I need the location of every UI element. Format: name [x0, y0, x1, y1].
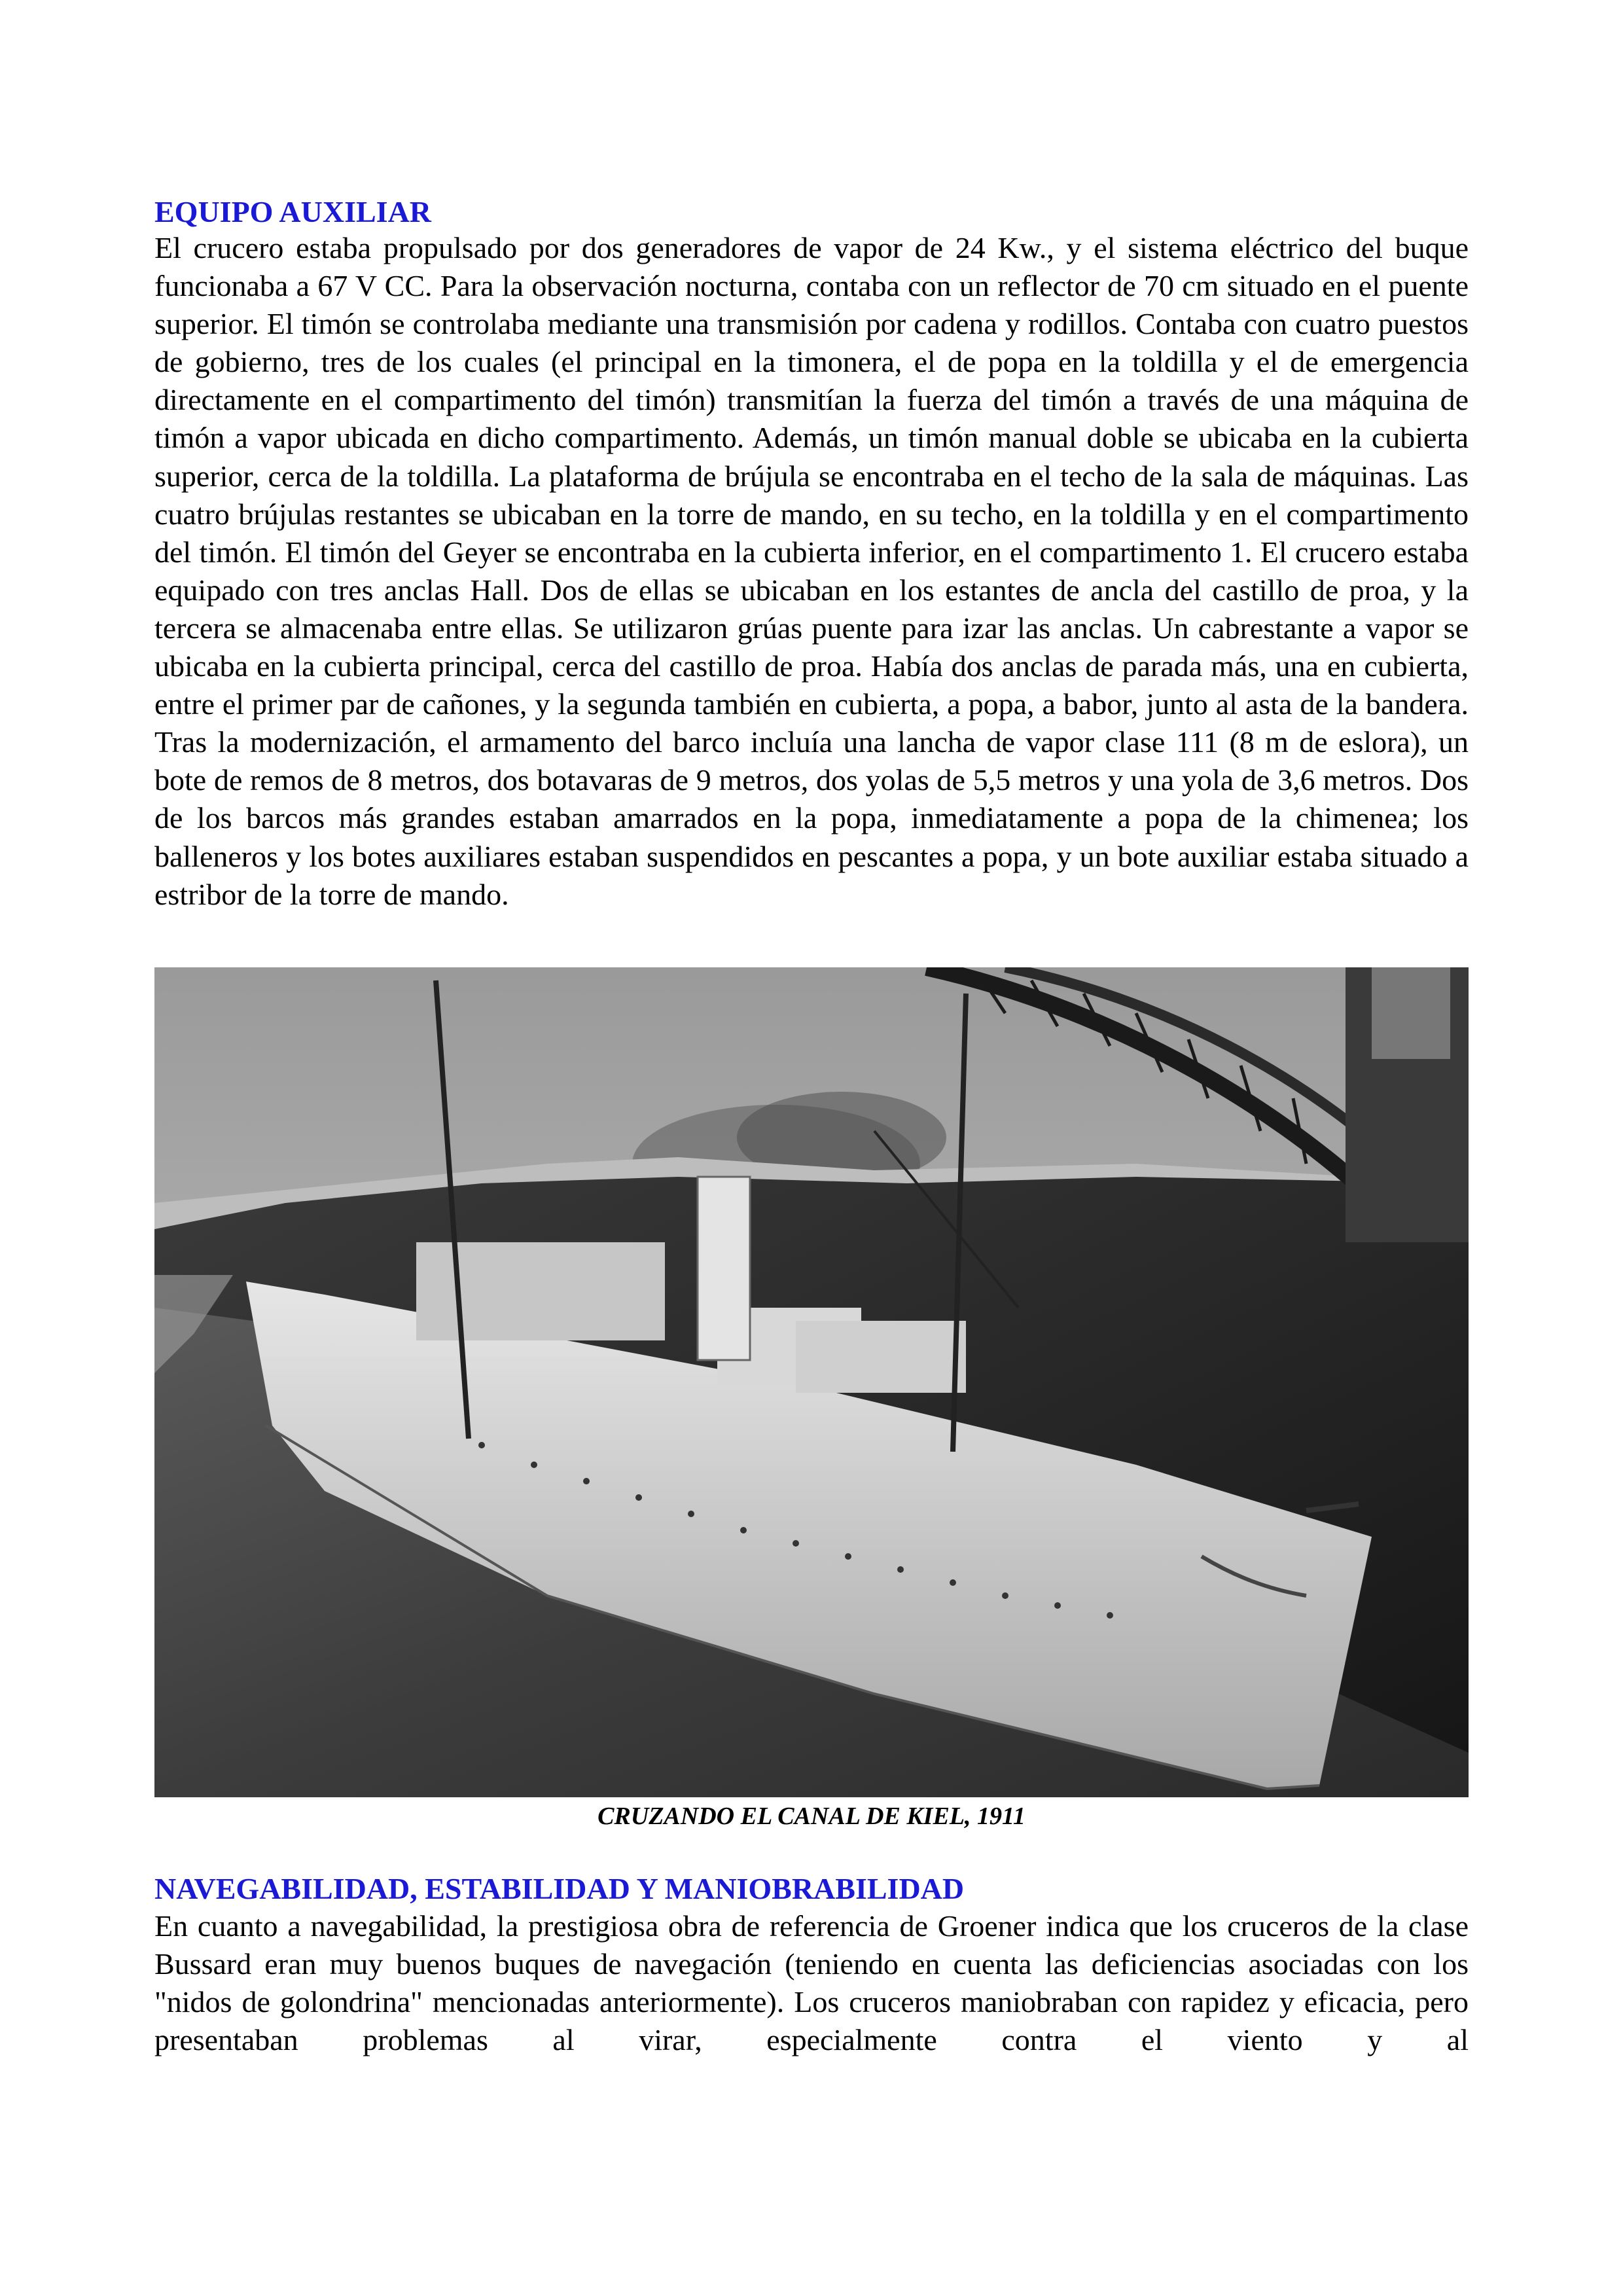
paragraph-navegabilidad: En cuanto a navegabilidad, la prestigiosa obra de referencia de Groener indica que los cruceros de la clase Bussard eran muy buenos buques de navegación (teniendo en cuenta las deficiencias asociadas con los "nidos de golondrina" mencionadas anteriormente). Los cruceros maniobraban con rapidez y eficacia, pero presentaban problemas al virar, especialmente contra el viento y al — [154, 1909, 1469, 2057]
section-heading-navegabilidad: NAVEGABILIDAD, ESTABILIDAD Y MANIOBRABILIDAD — [154, 1872, 965, 1905]
figure-caption: CRUZANDO EL CANAL DE KIEL, 1911 — [597, 1803, 1026, 1830]
paragraph-equipo-auxiliar: El crucero estaba propulsado por dos generadores de vapor de 24 Kw., y el sistema eléctrico del buque funcionaba a 67 V CC. Para la observación nocturna, contaba con un reflector de 70 cm situado en el puente superior. El timón se controlaba mediante una transmisión por cadena y rodillos. Contaba con cuatro puestos de gobierno, tres de los cuales (el principal en la timonera, el de popa en la toldilla y el de emergencia directamente en el compartimento del timón) transmitían la fuerza del timón a través de una máquina de timón a vapor ubicada en dicho compartimento. Además, un timón manual doble se ubicaba en la cubierta superior, cerca de la toldilla. La plataforma de brújula se encontraba en el techo de la sala de máquinas. Las cuatro brújulas restantes se ubicaban en la torre de mando, en su techo, en la toldilla y en el compartimento del timón. El timón del Geyer se encontraba en la cubierta inferior, en el compartimento 1. El crucero estaba equipado con tres anclas Hall. Dos de ellas se ubicaban en los estantes de ancla del castillo de proa, y la tercera se almacenaba entre ellas. Se utilizaron grúas puente para izar las anclas. Un cabrestante a vapor se ubicaba en la cubierta principal, cerca del castillo de proa. Había dos anclas de parada más, una en cubierta, entre el primer par de cañones, y la segunda también en cubierta, a popa, a babor, junto al asta de la bandera. Tras la modernización, el armamento del barco incluía una lancha de vapor clase 111 (8 m de eslora), un bote de remos de 8 metros, dos botavaras de 9 metros, dos yolas de 5,5 metros y una yola de 3,6 metros. Dos de los barcos más grandes estaban amarrados en la popa, inmediatamente a popa de la chimenea; los balleneros y los botes auxiliares estaban suspendidos en pescantes a popa, y un bote auxiliar estaba situado a estribor de la torre de mando. — [154, 231, 1469, 911]
section-heading-equipo-auxiliar: EQUIPO AUXILIAR — [154, 195, 432, 228]
ship-photograph — [154, 967, 1469, 1797]
